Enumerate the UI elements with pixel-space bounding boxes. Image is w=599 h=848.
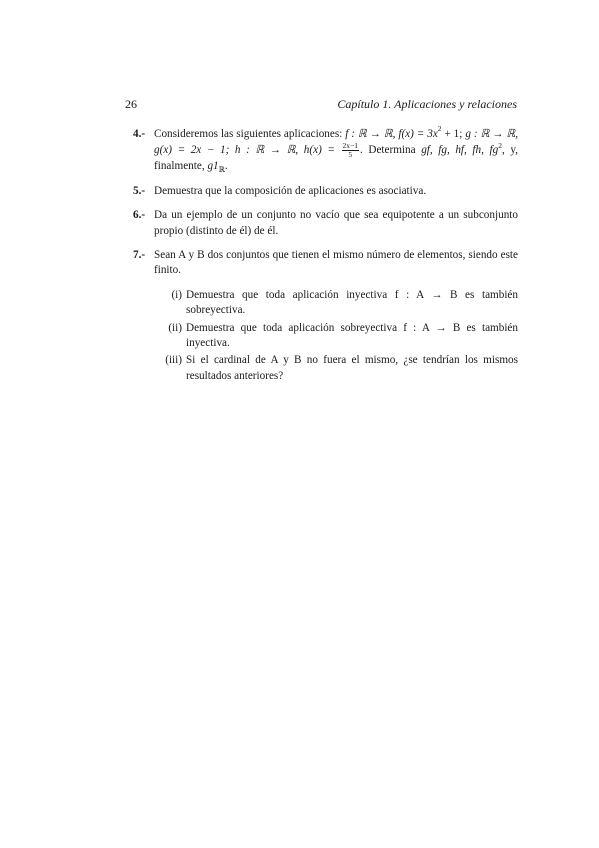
exercise-7 xyxy=(133,248,518,384)
subitem-text: Demuestra que toda aplicación inyectiva f : A → B es también sobreyectiva. xyxy=(186,288,518,317)
function-f-definition: f : ℝ → ℝ, f(x) = 3x xyxy=(345,128,438,140)
composition-list: gf, fg, hf, fh, fg xyxy=(421,144,499,157)
exercise-list xyxy=(133,124,518,393)
subitem-iii xyxy=(160,353,518,384)
exercise-text: Demuestra que la composición de aplicaciones es asociativa. xyxy=(154,184,427,197)
exercise-text: Da un ejemplo de un conjunto no vacío que sea equipotente a un subconjunto propio (distinto de él) de él. xyxy=(154,209,518,237)
page-number: 26 xyxy=(125,97,137,111)
exercise-number: 7.- xyxy=(133,249,146,262)
subitem-label: (i) xyxy=(171,288,182,301)
subitem-label: (iii) xyxy=(165,354,182,367)
exercise-number: 4.- xyxy=(133,128,146,140)
exercise-number: 5.- xyxy=(133,184,146,197)
subitem-text: Si el cardinal de A y B no fuera el mismo, ¿se tendrían los mismos resultados anteriores? xyxy=(186,354,518,382)
running-head: Capítulo 1. Aplicaciones y relaciones xyxy=(337,97,517,111)
page-header xyxy=(125,96,517,112)
exercise-4 xyxy=(133,124,518,175)
exercise-5 xyxy=(133,184,518,199)
function-h-definition: h : ℝ → ℝ, h(x) = xyxy=(234,144,341,157)
exercise-text: Consideremos las siguientes aplicaciones: f : ℝ → ℝ, $f(x) = 3x^2 + 1$; g : ℝ → ℝ, g(x) = 2x − 1; h : ℝ → ℝ, h(x) = $\frac{2x-1}{5}$ . Determina gf, fg, hf, fh, $fg^2$, y, finalmente, $g1_ℝ$. xyxy=(154,124,518,175)
function-g-definition: g : ℝ → ℝ, g(x) = 2x − 1; xyxy=(154,128,518,157)
subitem-text: Demuestra que toda aplicación sobreyectiva f : A → B es también inyectiva. xyxy=(186,321,518,350)
exercise-number: 6.- xyxy=(133,209,146,222)
fraction: $\frac{2x-1}{5}$ xyxy=(342,141,359,160)
subitem-label: (ii) xyxy=(168,321,182,334)
subitem-i xyxy=(160,288,518,319)
subitem-list xyxy=(154,288,518,384)
exercise-6 xyxy=(133,208,518,239)
exercise-text: Sean A y B dos conjuntos que tienen el mismo número de elementos, siendo este finito. xyxy=(154,249,518,277)
identity-composition: g1 xyxy=(207,160,219,173)
subitem-ii xyxy=(160,321,518,352)
